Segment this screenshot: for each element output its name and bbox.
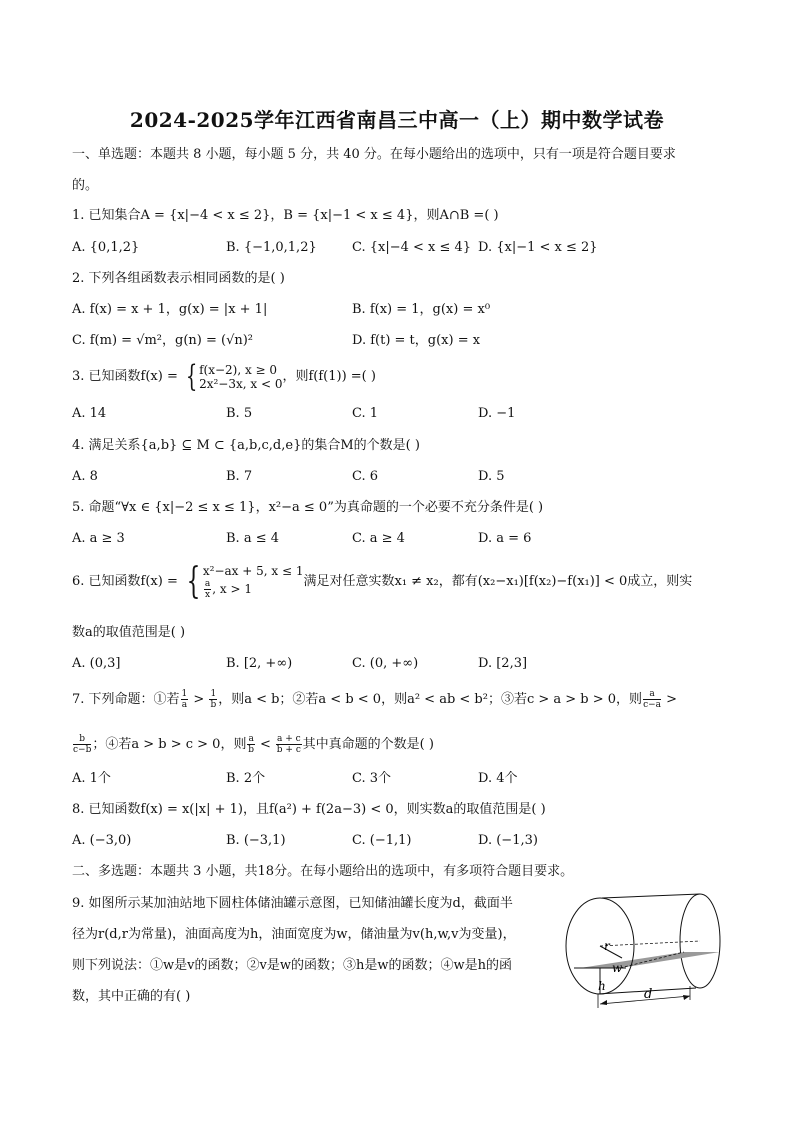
q2-option-d: D. f(t) = t，g(x) = x bbox=[352, 333, 481, 348]
fraction-numerator: b bbox=[73, 734, 91, 745]
q7-part-3: ；④若a > b > c > 0，则 bbox=[92, 737, 247, 752]
q2-option-a: A. f(x) = x + 1，g(x) = |x + 1| bbox=[72, 302, 268, 317]
q7-fraction-4 bbox=[73, 734, 91, 755]
q3-option-c: C. 1 bbox=[352, 406, 379, 421]
q2-option-c: C. f(m) = √m²，g(n) = (√n)² bbox=[72, 333, 254, 348]
cylinder-top-edge bbox=[602, 894, 700, 898]
label-w: w bbox=[612, 961, 623, 975]
q6-stem-cont: 数a的取值范围是( ) bbox=[72, 625, 186, 640]
fraction-numerator: a + c bbox=[277, 734, 301, 744]
label-d: d bbox=[644, 987, 653, 1002]
q5-option-a: A. a ≥ 3 bbox=[72, 531, 125, 546]
q5-option-d: D. a = 6 bbox=[478, 531, 532, 546]
q3-piecewise bbox=[199, 363, 282, 391]
q7-stem bbox=[72, 688, 677, 712]
q7-stem-cont bbox=[72, 733, 434, 757]
q7-option-d: D. 4个 bbox=[478, 771, 518, 786]
q7-fraction-5 bbox=[247, 734, 254, 755]
q6-option-a: A. (0,3] bbox=[72, 656, 121, 671]
q7-fraction-2 bbox=[209, 689, 217, 710]
q8-option-d: D. (−1,3) bbox=[478, 833, 538, 848]
q6-case-2 bbox=[203, 579, 304, 600]
q3-case-1: f(x−2), x ≥ 0 bbox=[199, 362, 278, 377]
q6-case-2-fraction bbox=[204, 579, 211, 600]
brace-symbol: { bbox=[185, 358, 198, 394]
q7-greater-than-2: > bbox=[662, 692, 678, 707]
fraction-denominator: a bbox=[181, 700, 188, 710]
q1-option-a: A. {0,1,2} bbox=[72, 240, 140, 255]
q6-prefix: 6. 已知函数f(x) = bbox=[72, 574, 182, 589]
q8-option-b: B. (−3,1) bbox=[226, 833, 286, 848]
q1-stem: 1. 已知集合A = {x|−4 < x ≤ 2}，B = {x|−1 < x ≤ 4}，则A∩B =( ) bbox=[72, 208, 499, 223]
fraction-numerator: a bbox=[248, 734, 254, 744]
q4-option-a: A. 8 bbox=[72, 469, 98, 484]
q7-fraction-1 bbox=[181, 689, 189, 710]
fraction-numerator: a bbox=[643, 689, 661, 700]
oil-surface bbox=[580, 952, 720, 968]
hidden-axis-line bbox=[600, 941, 700, 946]
q3-option-d: D. −1 bbox=[478, 406, 516, 421]
q8-option-c: C. (−1,1) bbox=[352, 833, 412, 848]
q9-stem-line-1: 9. 如图所示某加油站地下圆柱体储油罐示意图，已知储油罐长度为d，截面半 bbox=[72, 896, 513, 911]
fraction-denominator: b + c bbox=[276, 745, 301, 755]
q6-option-b: B. [2, +∞) bbox=[226, 656, 293, 671]
q7-greater-than: > bbox=[189, 692, 209, 707]
q1-option-c: C. {x|−4 < x ≤ 4} bbox=[352, 240, 472, 255]
q6-suffix: 满足对任意实数x₁ ≠ x₂，都有(x₂−x₁)[f(x₂)−f(x₁)] < 0成立，则实 bbox=[303, 574, 693, 589]
label-r: r bbox=[604, 939, 610, 953]
q3-option-b: B. 5 bbox=[226, 406, 253, 421]
q8-stem: 8. 已知函数f(x) = x(|x| + 1)，且f(a²) + f(2a−3) < 0，则实数a的取值范围是( ) bbox=[72, 802, 546, 817]
section-1-instructions-cont: 的。 bbox=[72, 178, 99, 193]
q7-option-c: C. 3个 bbox=[352, 771, 392, 786]
q1-option-b: B. {−1,0,1,2} bbox=[226, 240, 317, 255]
q7-option-a: A. 1个 bbox=[72, 771, 111, 786]
fraction-numerator: 1 bbox=[210, 689, 217, 699]
q2-option-b: B. f(x) = 1，g(x) = x⁰ bbox=[352, 302, 491, 317]
q5-stem: 5. 命题“∀x ∈ {x|−2 ≤ x ≤ 1}，x²−a ≤ 0”为真命题的一个必要不充分条件是( ) bbox=[72, 500, 544, 515]
q8-option-a: A. (−3,0) bbox=[72, 833, 132, 848]
q3-suffix: ，则f(f(1)) =( ) bbox=[282, 369, 376, 384]
q7-less-than: < bbox=[255, 737, 275, 752]
fraction-denominator: x bbox=[205, 590, 211, 600]
q4-option-b: B. 7 bbox=[226, 469, 253, 484]
q7-option-b: B. 2个 bbox=[226, 771, 266, 786]
q3-case-2: 2x²−3x, x < 0 bbox=[199, 376, 283, 391]
q6-piecewise bbox=[203, 563, 304, 600]
fraction-numerator: a bbox=[204, 579, 211, 589]
q5-option-b: B. a ≤ 4 bbox=[226, 531, 279, 546]
fraction-denominator: b bbox=[248, 745, 255, 755]
q6-case-1: x²−ax + 5, x ≤ 1 bbox=[202, 564, 304, 578]
q6-stem bbox=[72, 562, 692, 602]
section-1-instructions: 一、单选题：本题共 8 小题，每小题 5 分，共 40 分。在每小题给出的选项中，只有一项是符合题目要求 bbox=[72, 147, 676, 162]
q7-part-1: 7. 下列命题：①若 bbox=[72, 692, 180, 707]
q6-option-c: C. (0, +∞) bbox=[352, 656, 419, 671]
q5-option-c: C. a ≥ 4 bbox=[352, 531, 405, 546]
fraction-denominator: c−b bbox=[73, 745, 92, 755]
q4-option-d: D. 5 bbox=[478, 469, 505, 484]
q7-fraction-6 bbox=[276, 734, 302, 755]
q4-stem: 4. 满足关系{a,b} ⊆ M ⊂ {a,b,c,d,e}的集合M的个数是( ) bbox=[72, 438, 420, 453]
q4-option-c: C. 6 bbox=[352, 469, 379, 484]
brace-symbol: { bbox=[186, 560, 201, 602]
q9-stem-line-3: 则下列说法：①w是v的函数；②v是w的函数；③h是w的函数；④w是h的函 bbox=[72, 958, 512, 973]
q6-case-2-condition: , x > 1 bbox=[212, 582, 252, 596]
q9-stem-line-4: 数，其中正确的有( ) bbox=[72, 989, 191, 1004]
q7-part-2: ，则a < b；②若a < b < 0，则a² < ab < b²；③若c > a > b > 0，则 bbox=[218, 692, 643, 707]
q3-prefix: 3. 已知函数f(x) = bbox=[72, 369, 182, 384]
q2-stem: 2. 下列各组函数表示相同函数的是( ) bbox=[72, 271, 285, 286]
q6-option-d: D. [2,3] bbox=[478, 656, 528, 671]
section-2-instructions: 二、多选题：本题共 3 小题，共18分。在每小题给出的选项中，有多项符合题目要求。 bbox=[72, 864, 574, 879]
q1-option-d: D. {x|−1 < x ≤ 2} bbox=[478, 240, 598, 255]
q3-option-a: A. 14 bbox=[72, 406, 107, 421]
q9-stem-line-2: 径为r(d,r为常量)，油面高度为h，油面宽度为w，储油量为v(h,w,v为变量)， bbox=[72, 927, 516, 942]
page-title: 2024-2025学年江西省南昌三中高一（上）期中数学试卷 bbox=[129, 108, 665, 132]
fraction-denominator: c−a bbox=[643, 700, 662, 710]
q3-stem bbox=[72, 360, 376, 394]
label-h: h bbox=[598, 979, 606, 993]
q9-cylinder-figure bbox=[560, 888, 730, 1016]
fraction-denominator: b bbox=[210, 700, 217, 710]
q7-fraction-3 bbox=[643, 689, 661, 710]
q7-part-4: 其中真命题的个数是( ) bbox=[302, 737, 434, 752]
fraction-numerator: 1 bbox=[181, 689, 188, 699]
